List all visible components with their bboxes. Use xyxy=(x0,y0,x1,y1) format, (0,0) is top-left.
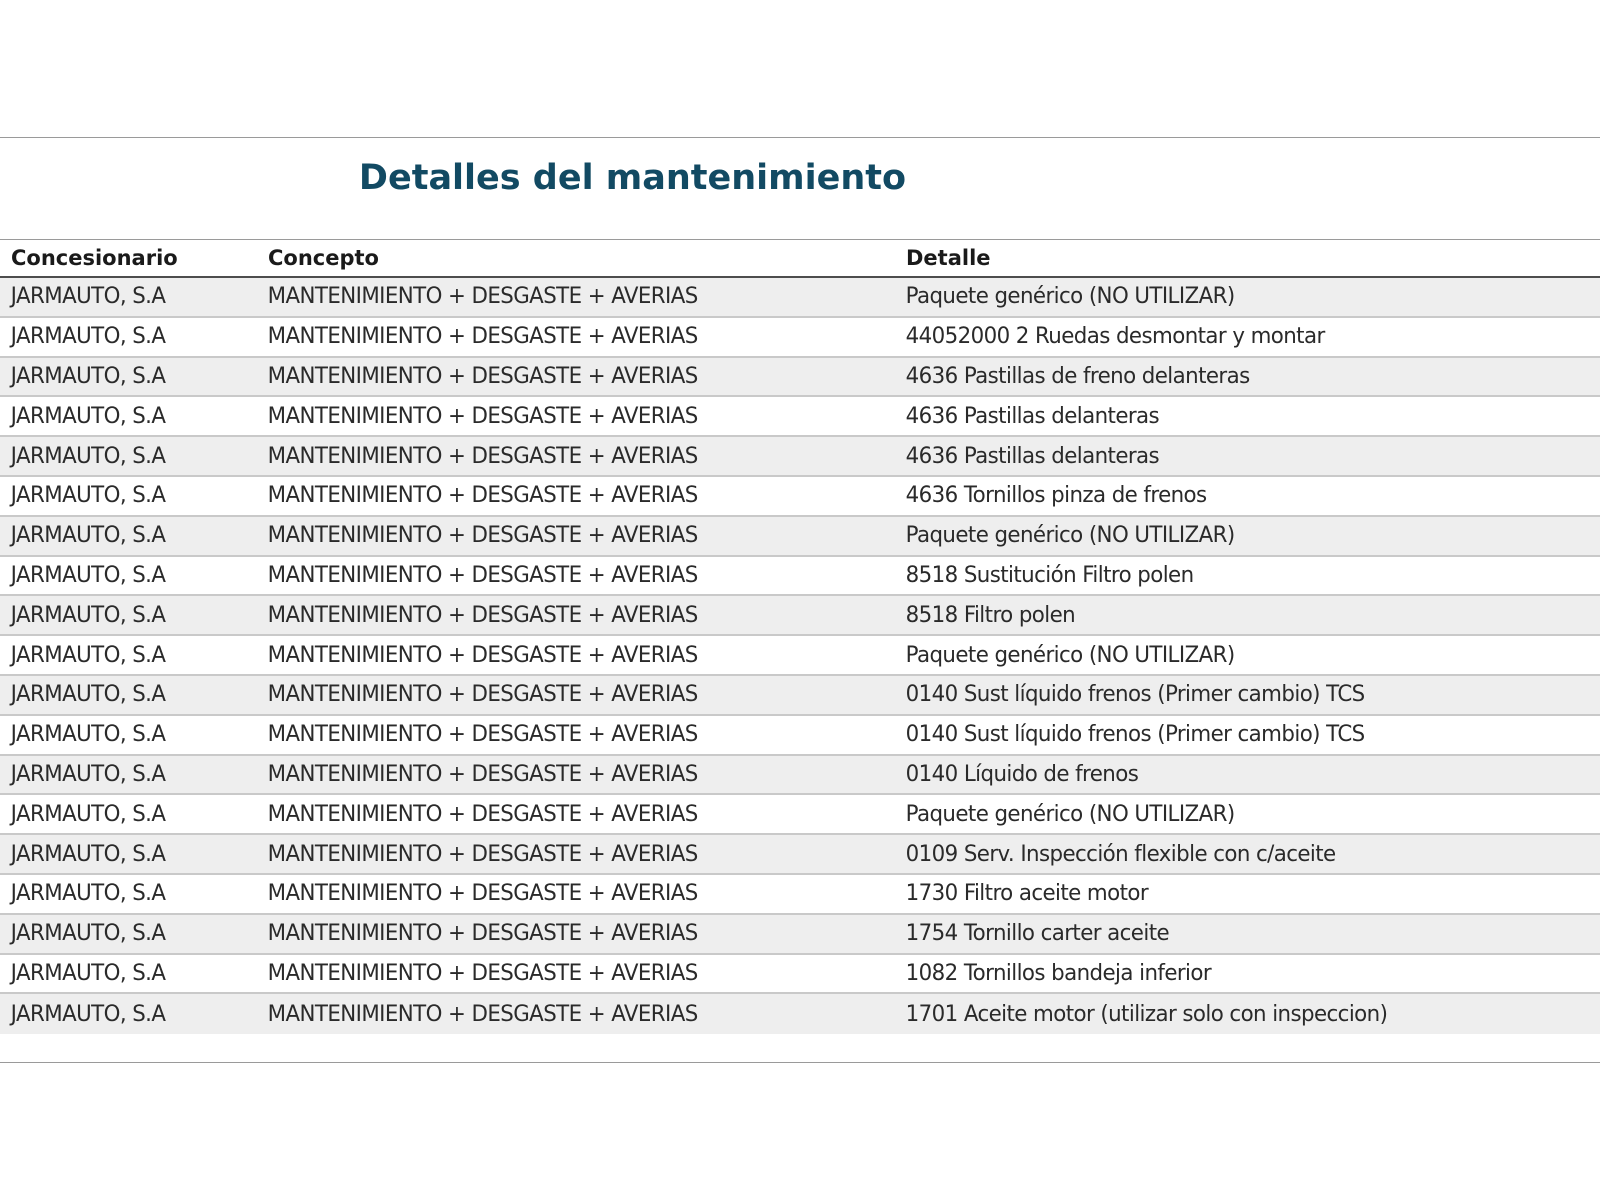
cell-concesionario: JARMAUTO, S.A xyxy=(10,483,166,509)
cell-detalle: 4636 Pastillas delanteras xyxy=(905,403,1160,429)
cell-concepto: MANTENIMIENTO + DESGASTE + AVERIAS xyxy=(267,682,698,708)
table-body xyxy=(0,278,1600,1034)
table-row[interactable] xyxy=(0,756,1600,796)
cell-concepto: MANTENIMIENTO + DESGASTE + AVERIAS xyxy=(267,841,698,867)
cell-concesionario: JARMAUTO, S.A xyxy=(10,1001,166,1027)
cell-detalle: 8518 Filtro polen xyxy=(905,602,1076,628)
cell-concesionario: JARMAUTO, S.A xyxy=(10,403,166,429)
cell-concepto: MANTENIMIENTO + DESGASTE + AVERIAS xyxy=(267,881,698,907)
cell-detalle: Paquete genérico (NO UTILIZAR) xyxy=(905,642,1235,668)
cell-detalle: Paquete genérico (NO UTILIZAR) xyxy=(905,801,1235,827)
cell-concesionario: JARMAUTO, S.A xyxy=(10,363,166,389)
cell-concepto: MANTENIMIENTO + DESGASTE + AVERIAS xyxy=(267,602,698,628)
cell-concesionario: JARMAUTO, S.A xyxy=(10,324,166,350)
table-row[interactable] xyxy=(0,278,1600,318)
cell-concepto: MANTENIMIENTO + DESGASTE + AVERIAS xyxy=(267,403,698,429)
cell-detalle: 44052000 2 Ruedas desmontar y montar xyxy=(905,324,1325,350)
cell-concepto: MANTENIMIENTO + DESGASTE + AVERIAS xyxy=(267,284,698,310)
maintenance-table xyxy=(0,239,1600,1034)
cell-concepto: MANTENIMIENTO + DESGASTE + AVERIAS xyxy=(267,722,698,748)
cell-concepto: MANTENIMIENTO + DESGASTE + AVERIAS xyxy=(267,642,698,668)
cell-concepto: MANTENIMIENTO + DESGASTE + AVERIAS xyxy=(267,801,698,827)
cell-detalle: 0109 Serv. Inspección flexible con c/aceite xyxy=(905,841,1336,867)
cell-detalle: Paquete genérico (NO UTILIZAR) xyxy=(905,284,1235,310)
column-header-detalle[interactable]: Detalle xyxy=(906,246,991,270)
table-row[interactable] xyxy=(0,437,1600,477)
cell-concesionario: JARMAUTO, S.A xyxy=(10,722,166,748)
table-row[interactable] xyxy=(0,636,1600,676)
table-row[interactable] xyxy=(0,397,1600,437)
table-row[interactable] xyxy=(0,716,1600,756)
table-row[interactable] xyxy=(0,596,1600,636)
cell-concepto: MANTENIMIENTO + DESGASTE + AVERIAS xyxy=(267,562,698,588)
cell-detalle: 1754 Tornillo carter aceite xyxy=(905,921,1170,947)
cell-detalle: 1701 Aceite motor (utilizar solo con inspeccion) xyxy=(905,1001,1388,1027)
table-row[interactable] xyxy=(0,955,1600,995)
table-row[interactable] xyxy=(0,477,1600,517)
cell-detalle: 1082 Tornillos bandeja inferior xyxy=(905,960,1212,986)
column-header-concepto[interactable]: Concepto xyxy=(268,246,379,270)
cell-concesionario: JARMAUTO, S.A xyxy=(10,960,166,986)
table-row[interactable] xyxy=(0,875,1600,915)
cell-concepto: MANTENIMIENTO + DESGASTE + AVERIAS xyxy=(267,363,698,389)
cell-concepto: MANTENIMIENTO + DESGASTE + AVERIAS xyxy=(267,921,698,947)
table-row[interactable] xyxy=(0,358,1600,398)
cell-concesionario: JARMAUTO, S.A xyxy=(10,562,166,588)
cell-concepto: MANTENIMIENTO + DESGASTE + AVERIAS xyxy=(267,324,698,350)
cell-detalle: 4636 Pastillas de freno delanteras xyxy=(905,363,1250,389)
cell-concesionario: JARMAUTO, S.A xyxy=(10,801,166,827)
cell-concesionario: JARMAUTO, S.A xyxy=(10,443,166,469)
table-row[interactable] xyxy=(0,517,1600,557)
cell-concesionario: JARMAUTO, S.A xyxy=(10,881,166,907)
table-row[interactable] xyxy=(0,795,1600,835)
cell-detalle: 0140 Líquido de frenos xyxy=(905,761,1139,787)
cell-concepto: MANTENIMIENTO + DESGASTE + AVERIAS xyxy=(267,483,698,509)
page-title: Detalles del mantenimiento xyxy=(358,158,907,198)
table-header xyxy=(0,239,1600,278)
maintenance-details-panel xyxy=(0,137,1600,1063)
cell-detalle: 1730 Filtro aceite motor xyxy=(905,881,1149,907)
cell-concesionario: JARMAUTO, S.A xyxy=(10,284,166,310)
table-row[interactable] xyxy=(0,318,1600,358)
cell-detalle: Paquete genérico (NO UTILIZAR) xyxy=(905,523,1235,549)
cell-concepto: MANTENIMIENTO + DESGASTE + AVERIAS xyxy=(267,443,698,469)
cell-detalle: 0140 Sust líquido frenos (Primer cambio) TCS xyxy=(905,722,1365,748)
cell-concepto: MANTENIMIENTO + DESGASTE + AVERIAS xyxy=(267,523,698,549)
cell-detalle: 0140 Sust líquido frenos (Primer cambio) TCS xyxy=(905,682,1365,708)
cell-detalle: 4636 Pastillas delanteras xyxy=(905,443,1160,469)
cell-concesionario: JARMAUTO, S.A xyxy=(10,523,166,549)
table-row[interactable] xyxy=(0,915,1600,955)
cell-concesionario: JARMAUTO, S.A xyxy=(10,682,166,708)
cell-concesionario: JARMAUTO, S.A xyxy=(10,602,166,628)
cell-concesionario: JARMAUTO, S.A xyxy=(10,761,166,787)
table-row[interactable] xyxy=(0,557,1600,597)
table-row[interactable] xyxy=(0,835,1600,875)
cell-concepto: MANTENIMIENTO + DESGASTE + AVERIAS xyxy=(267,1001,698,1027)
column-header-concesionario[interactable]: Concesionario xyxy=(11,246,178,270)
cell-concesionario: JARMAUTO, S.A xyxy=(10,642,166,668)
table-row[interactable] xyxy=(0,676,1600,716)
cell-concepto: MANTENIMIENTO + DESGASTE + AVERIAS xyxy=(267,761,698,787)
cell-concepto: MANTENIMIENTO + DESGASTE + AVERIAS xyxy=(267,960,698,986)
cell-concesionario: JARMAUTO, S.A xyxy=(10,921,166,947)
cell-concesionario: JARMAUTO, S.A xyxy=(10,841,166,867)
cell-detalle: 8518 Sustitución Filtro polen xyxy=(905,562,1194,588)
table-row[interactable] xyxy=(0,994,1600,1034)
cell-detalle: 4636 Tornillos pinza de frenos xyxy=(905,483,1207,509)
